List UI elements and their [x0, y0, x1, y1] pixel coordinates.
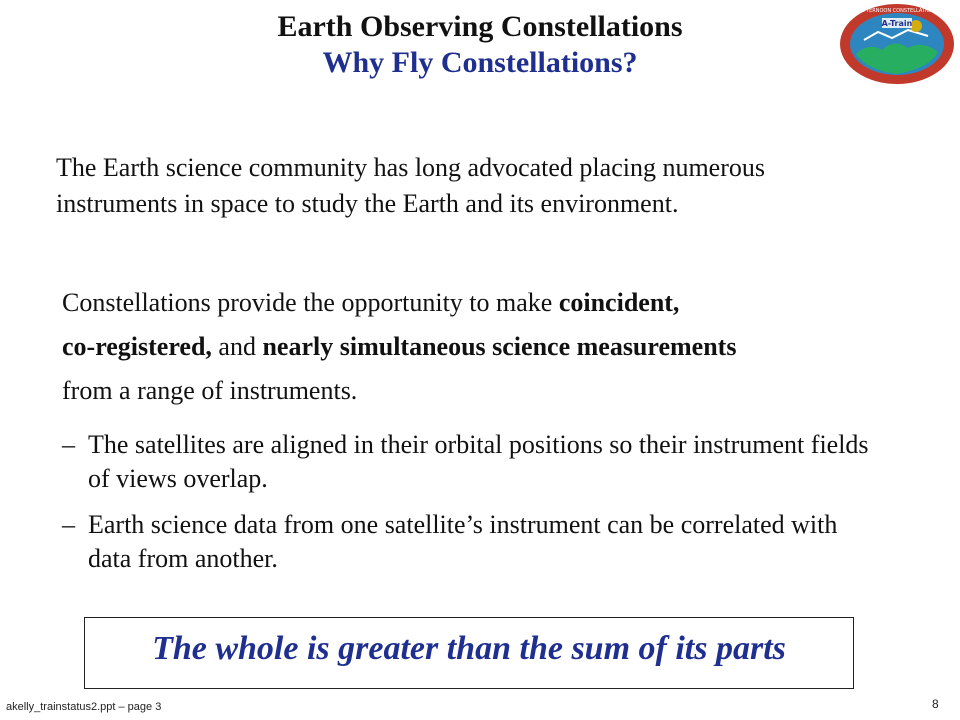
bullet-dash: –	[62, 510, 75, 539]
bullet-item	[62, 428, 882, 498]
constellation-paragraph	[62, 281, 922, 413]
intro-paragraph: The Earth science community has long advocated placing numerous instruments in space to study the Earth and its environment.	[56, 153, 765, 218]
p2-text-3: from a range of instruments.	[62, 376, 358, 405]
slide-subtitle: Why Fly Constellations?	[322, 46, 638, 79]
bullet-text: The satellites are aligned in their orbital positions so their instrument fields of views overlap.	[88, 430, 869, 493]
callout-box	[84, 617, 854, 689]
svg-text:AFTERNOON CONSTELLATION: AFTERNOON CONSTELLATION	[859, 8, 935, 14]
page-number: 8	[932, 697, 939, 711]
p2-bold-coregistered: co-registered,	[62, 332, 212, 361]
p2-text-2: and	[211, 332, 263, 361]
p2-bold-simultaneous: nearly simultaneous science measurements	[262, 332, 737, 361]
callout-text: The whole is greater than the sum of its parts	[152, 630, 786, 667]
a-train-logo-icon	[838, 2, 956, 86]
p2-bold-coincident: coincident,	[558, 288, 680, 317]
footer-filename: akelly_trainstatus2.ppt – page 3	[6, 701, 162, 713]
p2-text-1: Constellations provide the opportunity to make	[62, 288, 559, 317]
bullet-dash: –	[62, 430, 75, 459]
slide-title: Earth Observing Constellations	[277, 10, 683, 43]
bullet-text: Earth science data from one satellite’s instrument can be correlated with data from another.	[88, 510, 838, 573]
bullet-item	[62, 508, 882, 578]
svg-text:A-Train: A-Train	[881, 19, 913, 28]
